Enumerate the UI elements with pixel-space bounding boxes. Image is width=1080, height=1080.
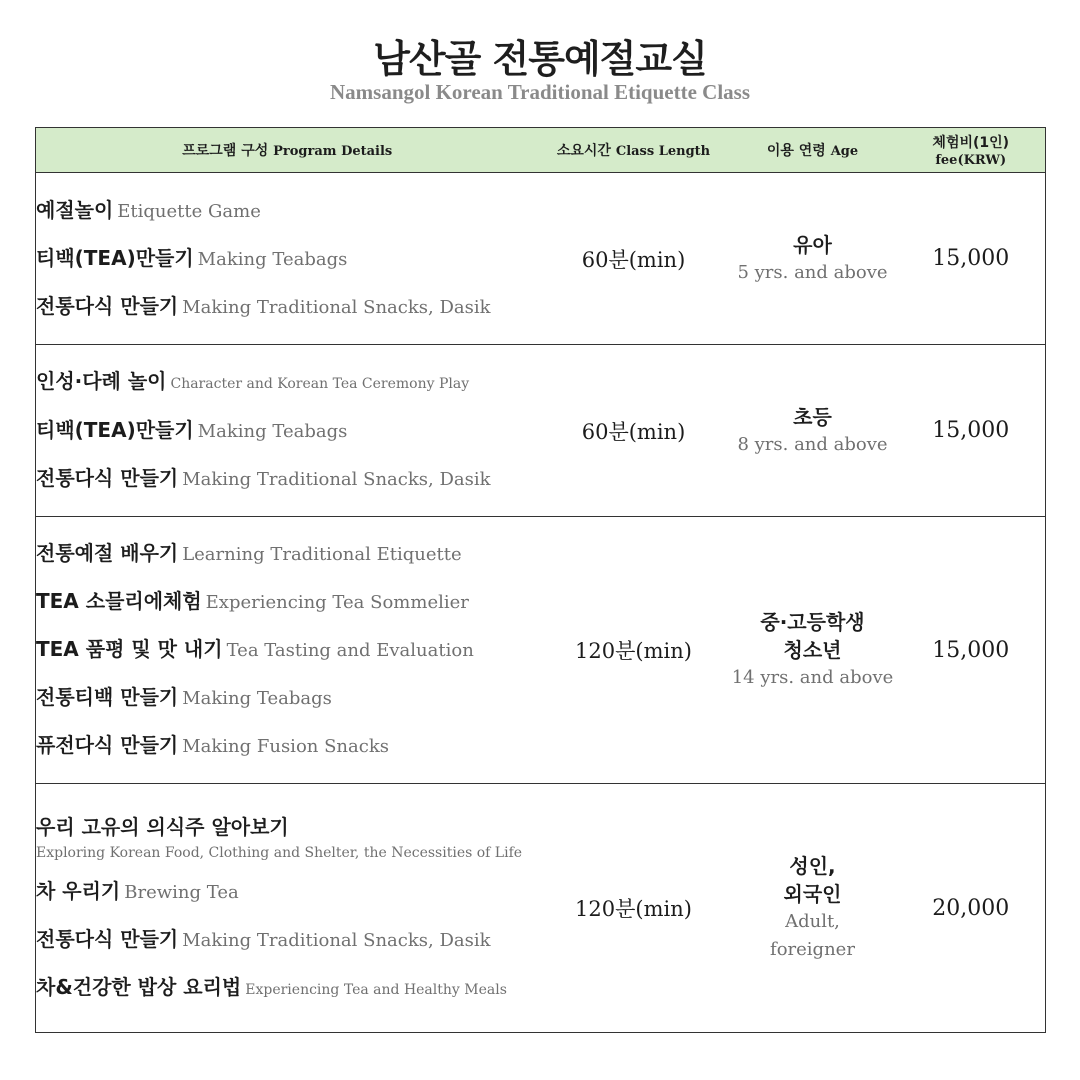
page-subtitle: Namsangol Korean Traditional Etiquette Class	[329, 80, 751, 104]
program-item: 전통예절 배우기 Learning Traditional Etiquette	[36, 541, 462, 565]
table-row	[36, 784, 1046, 1033]
program-item: 우리 고유의 의식주 알아보기	[36, 814, 289, 839]
program-item: 퓨전다식 만들기 Making Fusion Snacks	[36, 733, 389, 757]
header-program: 프로그램 구성 Program Details	[36, 128, 539, 173]
program-cell	[36, 173, 539, 345]
program-item: 전통다식 만들기 Making Traditional Snacks, Dasik	[36, 926, 491, 951]
age-cell: 초등 8 yrs. and above	[729, 345, 897, 517]
header-fee: 체험비(1인) fee(KRW)	[897, 128, 1046, 173]
age-cell: 성인, 외국인 Adult, foreigner	[729, 784, 897, 1033]
program-item: 티백(TEA)만들기 Making Teabags	[36, 418, 348, 442]
program-table	[35, 127, 1046, 1033]
program-item: TEA 품평 및 맛 내기 Tea Tasting and Evaluation	[36, 637, 474, 661]
page-title: 남산골 전통예절교실	[373, 37, 707, 81]
table-row	[36, 173, 1046, 345]
program-item: 예절놀이 Etiquette Game	[36, 197, 261, 222]
fee-cell: 20,000	[897, 784, 1046, 1033]
program-item: 티백(TEA)만들기 Making Teabags	[36, 245, 348, 270]
program-item: 차&건강한 밥상 요리법 Experiencing Tea and Healthy Meals	[36, 974, 507, 999]
program-cell	[36, 517, 539, 784]
fee-cell: 15,000	[897, 345, 1046, 517]
table-header-row	[36, 128, 1046, 173]
length-cell: 120분(min)	[539, 517, 729, 784]
length-cell: 60분(min)	[539, 345, 729, 517]
table-row	[36, 517, 1046, 784]
program-item: TEA 소믈리에체험 Experiencing Tea Sommelier	[36, 589, 469, 613]
fee-cell: 15,000	[897, 173, 1046, 345]
table-row	[36, 345, 1046, 517]
program-item: 차 우리기 Brewing Tea	[36, 878, 239, 903]
program-item: 인성·다례 놀이 Character and Korean Tea Ceremony Play	[36, 369, 470, 393]
header-length: 소요시간 Class Length	[539, 128, 729, 173]
program-item: 전통다식 만들기 Making Traditional Snacks, Dasik	[36, 466, 491, 490]
program-item-subtitle: Exploring Korean Food, Clothing and Shelter, the Necessities of Life	[36, 844, 523, 861]
fee-cell: 15,000	[897, 517, 1046, 784]
age-cell: 유아 5 yrs. and above	[729, 173, 897, 345]
program-cell	[36, 784, 539, 1033]
age-cell: 중·고등학생 청소년 14 yrs. and above	[729, 517, 897, 784]
program-item: 전통다식 만들기 Making Traditional Snacks, Dasik	[36, 293, 491, 318]
length-cell: 120분(min)	[539, 784, 729, 1033]
header-age: 이용 연령 Age	[729, 128, 897, 173]
program-item: 전통티백 만들기 Making Teabags	[36, 685, 332, 709]
program-cell	[36, 345, 539, 517]
length-cell: 60분(min)	[539, 173, 729, 345]
